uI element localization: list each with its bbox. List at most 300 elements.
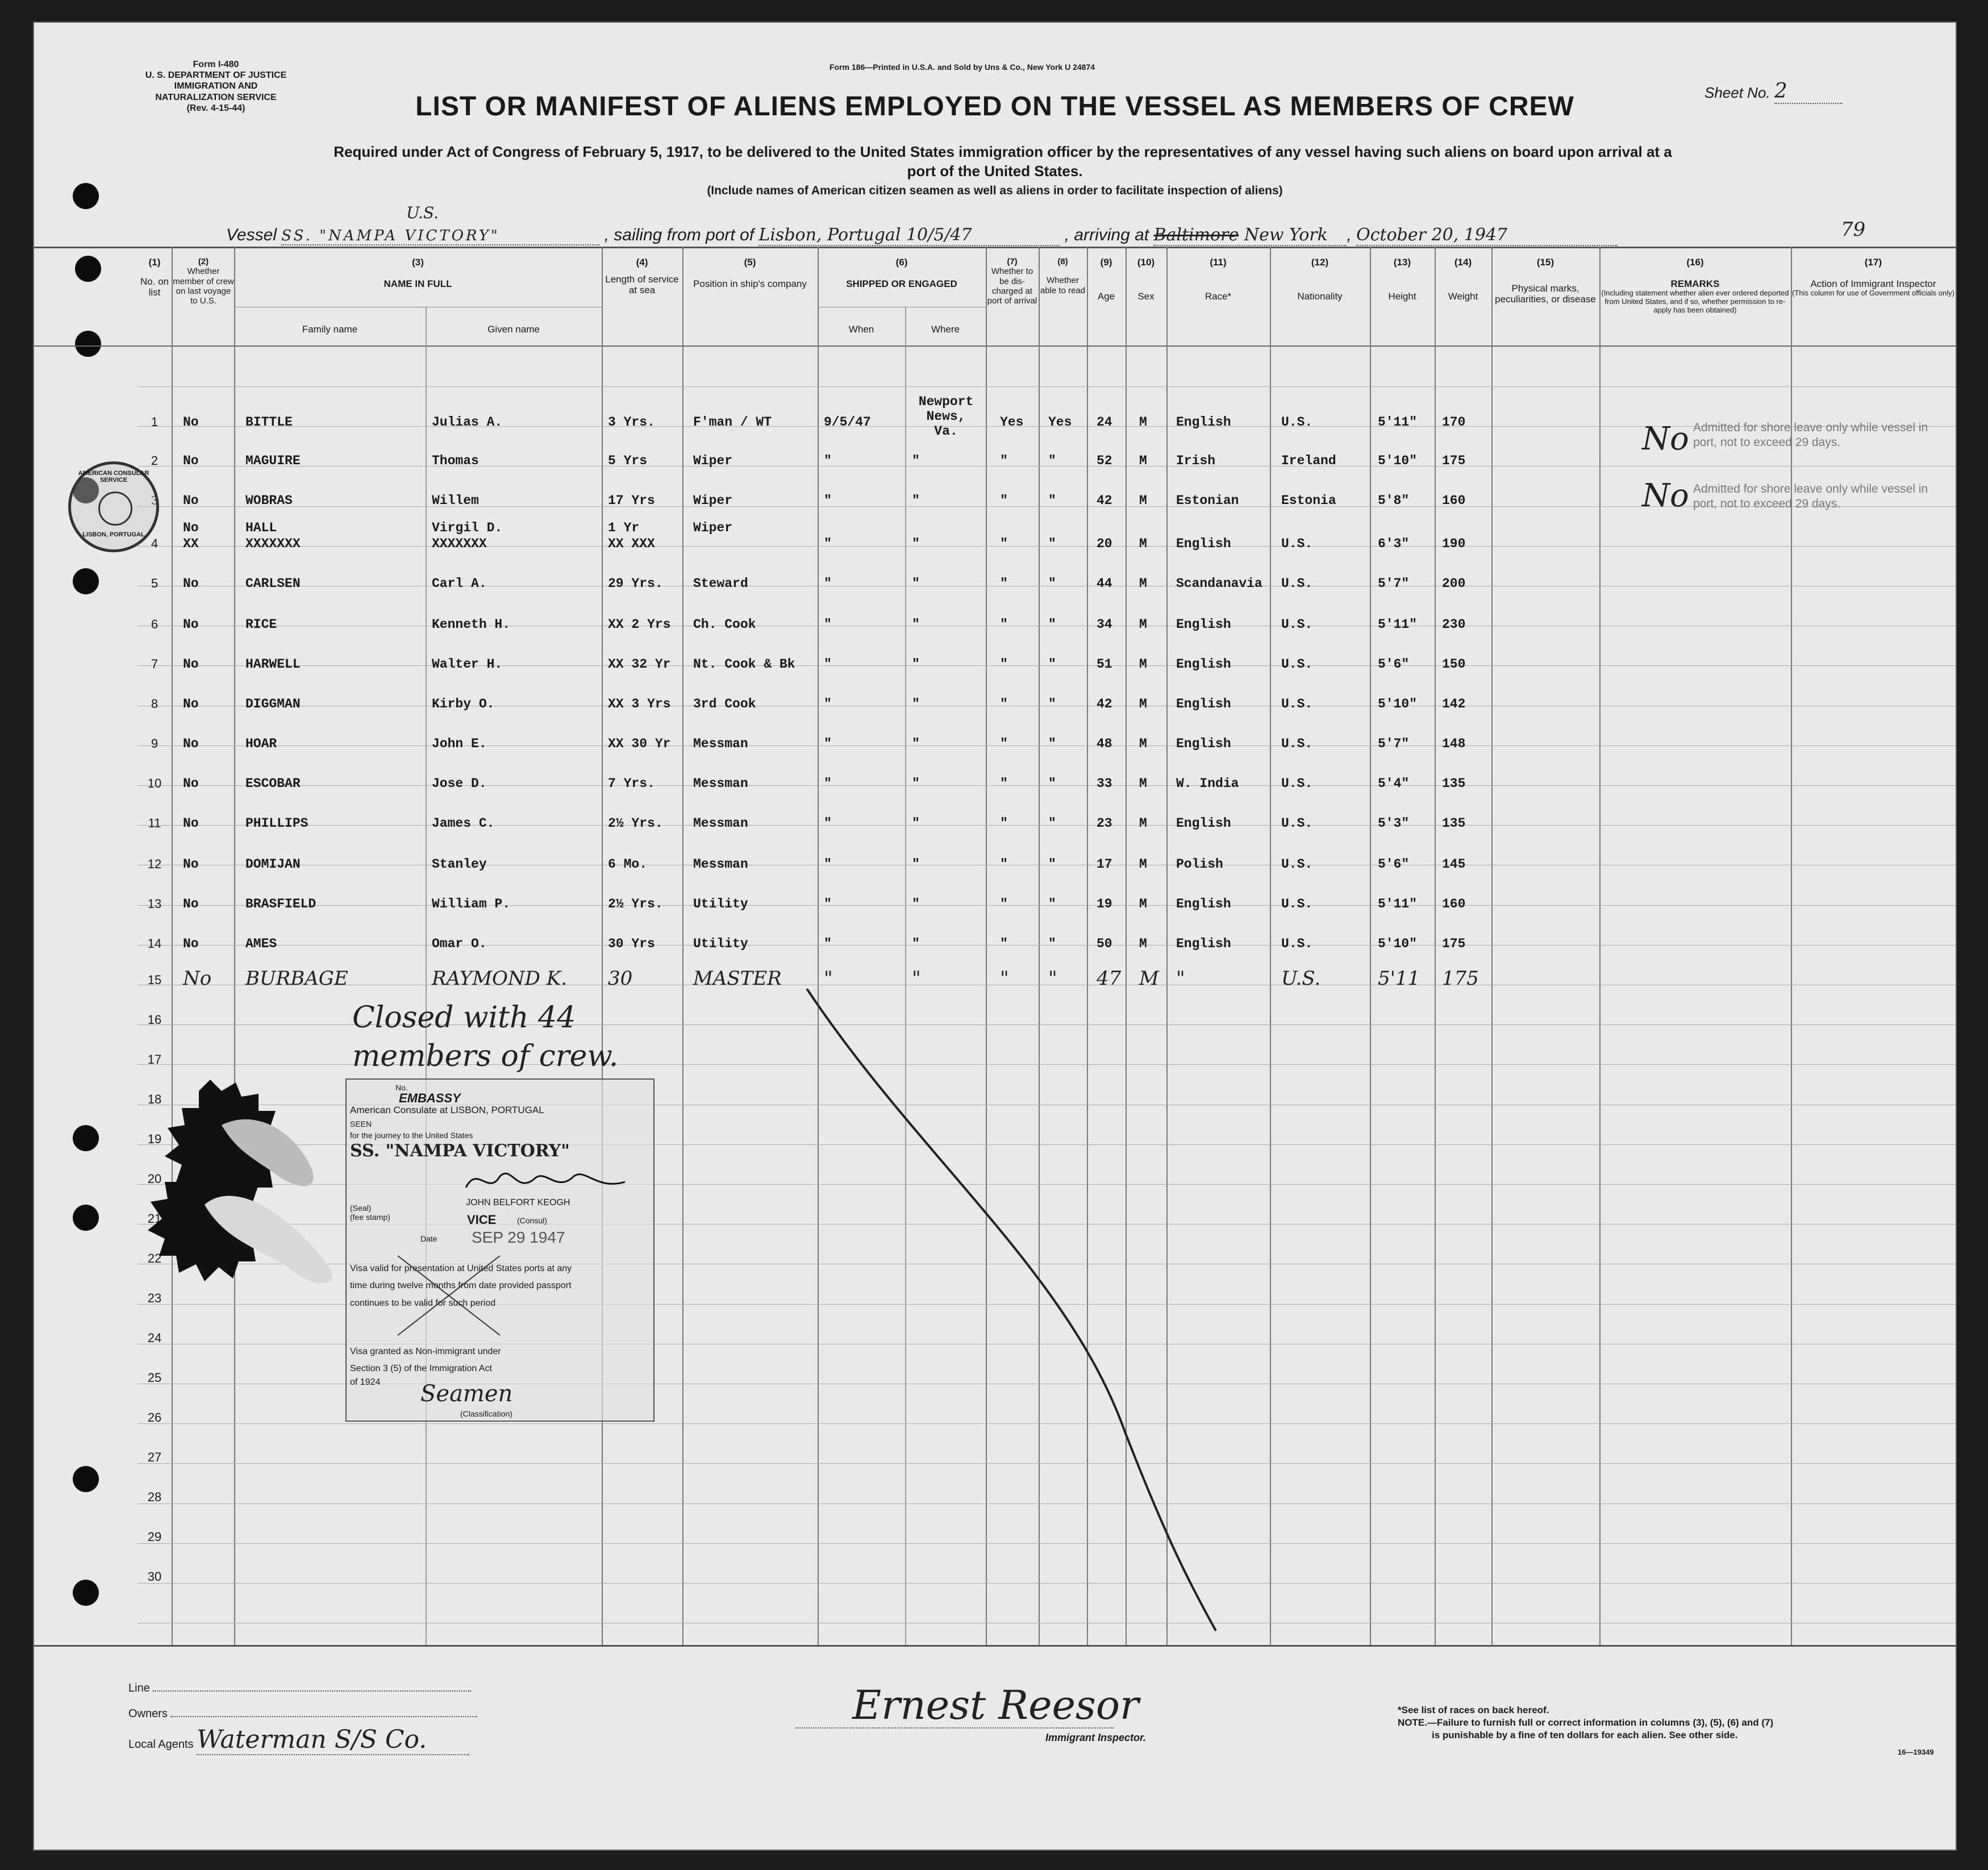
row-rule bbox=[137, 905, 1956, 906]
cell-sex: M bbox=[1139, 453, 1147, 468]
cell-where: " bbox=[912, 776, 920, 791]
owners-field bbox=[170, 1716, 477, 1717]
cell-when: " bbox=[824, 697, 832, 711]
cell-prev: No bbox=[183, 520, 199, 535]
cell-when: " bbox=[824, 576, 832, 591]
cell-nationality: Ireland bbox=[1281, 453, 1336, 468]
cell-when: " bbox=[824, 816, 832, 831]
cell-position: Messman bbox=[693, 816, 748, 831]
cell-when: " bbox=[824, 776, 832, 791]
cell-age: 48 bbox=[1097, 736, 1112, 751]
cell-race: English bbox=[1176, 536, 1231, 551]
row-number: 7 bbox=[151, 657, 159, 671]
cell-given: Omar O. bbox=[432, 936, 487, 951]
cell-sex: M bbox=[1139, 897, 1147, 911]
eagle-seal-icon bbox=[98, 492, 132, 526]
row-number: 2 bbox=[151, 453, 159, 468]
row-number: 15 bbox=[147, 973, 162, 987]
cell-prev: No bbox=[183, 576, 199, 591]
visa-journey: for the journey to the United States bbox=[350, 1131, 473, 1140]
header-rule bbox=[34, 345, 1956, 347]
visa-granted: Visa granted as Non-immigrant under bbox=[350, 1347, 501, 1356]
cell-read: Yes bbox=[1048, 415, 1072, 430]
cell-sex: M bbox=[1139, 736, 1147, 751]
family-name-header: Family name bbox=[302, 324, 358, 335]
cell-where: " bbox=[912, 536, 920, 551]
cell-weight: 200 bbox=[1442, 576, 1466, 591]
cell-family: BITTLE bbox=[245, 415, 293, 430]
cell-family: BURBAGE bbox=[245, 967, 348, 990]
arrival-port: New York bbox=[1244, 225, 1328, 245]
cell-read: " bbox=[1048, 617, 1056, 632]
cell-family: DIGGMAN bbox=[245, 697, 301, 711]
where-header: Where bbox=[931, 324, 960, 335]
cell-age: 33 bbox=[1097, 776, 1112, 791]
cell-given: Thomas bbox=[432, 453, 479, 468]
row-number: 20 bbox=[147, 1172, 162, 1186]
row-rule bbox=[137, 825, 1956, 826]
cell-sex: M bbox=[1139, 816, 1147, 831]
cell-when: " bbox=[824, 617, 832, 632]
round-stamp-bottom: LISBON, PORTUGAL bbox=[82, 531, 145, 538]
cell-read: " bbox=[1048, 936, 1056, 951]
cell-where: " bbox=[912, 857, 920, 872]
cell-nationality: U.S. bbox=[1281, 857, 1313, 872]
row-number: 18 bbox=[147, 1092, 162, 1106]
cell-prev: No bbox=[183, 697, 199, 711]
cell-age: 51 bbox=[1097, 657, 1112, 672]
sailing-label: , sailing from port of bbox=[604, 226, 755, 244]
remark-no-2: No bbox=[1642, 477, 1689, 514]
col13-header: (13) Height bbox=[1388, 257, 1416, 302]
arriving-label: , arriving at bbox=[1064, 226, 1149, 244]
cell-when: " bbox=[824, 657, 832, 672]
cell-service: XX 30 Yr bbox=[608, 736, 671, 751]
cell-prev: No bbox=[183, 967, 212, 990]
round-stamp-top: AMERICAN CONSULAR SERVICE bbox=[78, 470, 149, 484]
punch-hole bbox=[73, 1125, 99, 1151]
footer-line-label bbox=[128, 1682, 471, 1695]
cell-height: 5'11" bbox=[1378, 617, 1418, 632]
closing-note-line2: members of crew. bbox=[352, 1039, 619, 1073]
cell-race: English bbox=[1176, 617, 1231, 632]
cell-given: Virgil D. bbox=[432, 520, 503, 535]
cell-family: XXXXXXX bbox=[245, 536, 301, 551]
cell-family: PHILLIPS bbox=[245, 816, 309, 831]
department: U. S. DEPARTMENT OF JUSTICE bbox=[145, 70, 287, 81]
manifest-sheet bbox=[33, 22, 1957, 1851]
row-number: 3 bbox=[151, 493, 159, 507]
cell-prev: No bbox=[183, 415, 199, 430]
cell-service: 29 Yrs. bbox=[608, 576, 663, 591]
inspector-signature-rule bbox=[795, 1727, 1114, 1729]
cell-nationality: U.S. bbox=[1281, 536, 1313, 551]
punch-hole bbox=[73, 1580, 99, 1606]
cell-discharged: " bbox=[1000, 776, 1008, 791]
cell-race: Estonian bbox=[1176, 493, 1239, 508]
cell-sex: M bbox=[1139, 536, 1147, 551]
visa-section: Section 3 (5) of the Immigration Act bbox=[350, 1364, 492, 1373]
consul-signature bbox=[460, 1165, 631, 1199]
cell-weight: 175 bbox=[1442, 453, 1466, 468]
row-number: 5 bbox=[151, 576, 159, 590]
cell-weight: 135 bbox=[1442, 816, 1466, 831]
visa-consul-label: (Consul) bbox=[517, 1216, 547, 1225]
cell-read: " bbox=[1048, 816, 1056, 831]
cell-service: 2½ Yrs. bbox=[608, 897, 663, 911]
visa-embassy: EMBASSY bbox=[399, 1091, 461, 1105]
cell-discharged: " bbox=[1000, 657, 1008, 672]
cell-position: Messman bbox=[693, 736, 748, 751]
visa-year: of 1924 bbox=[350, 1377, 381, 1387]
row-number: 14 bbox=[147, 936, 162, 951]
row-number: 28 bbox=[147, 1490, 162, 1504]
col8-header: (8) Whether able to read bbox=[1040, 257, 1086, 295]
cell-where: Newport News, Va. bbox=[918, 394, 974, 439]
service: IMMIGRATION AND NATURALIZATION SERVICE bbox=[155, 81, 277, 102]
cell-prev: No bbox=[183, 736, 199, 751]
page-title: LIST OR MANIFEST OF ALIENS EMPLOYED ON THE VESSEL AS MEMBERS OF CREW bbox=[415, 91, 1574, 122]
form-number: Form I-480 bbox=[193, 60, 239, 69]
cell-given: RAYMOND K. bbox=[432, 967, 567, 990]
cell-age: 20 bbox=[1097, 536, 1112, 551]
port-of-sailing: Lisbon, Portugal 10/5/47 bbox=[758, 225, 1060, 246]
col5-header: (5) Position in ship's company bbox=[693, 257, 807, 289]
given-name-header: Given name bbox=[487, 324, 540, 335]
margin-number: 79 bbox=[1841, 218, 1866, 241]
row-number: 1 bbox=[151, 415, 159, 429]
cell-prev: No bbox=[183, 776, 199, 791]
col2-header: (2) Whether member of crew on last voyage to U.S. bbox=[173, 257, 234, 306]
cell-given: Walter H. bbox=[432, 657, 503, 672]
cell-discharged: " bbox=[1000, 816, 1008, 831]
cell-discharged: " bbox=[1000, 897, 1008, 911]
cell-family: ESCOBAR bbox=[245, 776, 301, 791]
row-number: 10 bbox=[147, 776, 162, 790]
row-number: 6 bbox=[151, 617, 159, 631]
shore-leave-stamp-2: Admitted for shore leave only while vessel in port, not to exceed 29 days. bbox=[1693, 482, 1928, 511]
cell-race: English bbox=[1176, 816, 1231, 831]
cell-service: 17 Yrs bbox=[608, 493, 655, 508]
cell-family: WOBRAS bbox=[245, 493, 293, 508]
cell-age: 47 bbox=[1097, 967, 1122, 990]
remark-no-1: No bbox=[1642, 420, 1689, 457]
cell-sex: M bbox=[1139, 657, 1147, 672]
cell-family: DOMIJAN bbox=[245, 857, 301, 872]
row-number: 21 bbox=[147, 1211, 162, 1226]
row-rule bbox=[137, 665, 1956, 666]
col3-header: (3) NAME IN FULL bbox=[384, 257, 452, 289]
punch-hole bbox=[75, 256, 101, 282]
row-rule bbox=[137, 785, 1956, 786]
cell-weight: 142 bbox=[1442, 697, 1466, 711]
agents-label: Local Agents bbox=[128, 1738, 194, 1751]
line-label: Line bbox=[128, 1682, 150, 1694]
col16-header: (16) REMARKS (Including statement whether alien ever ordered deported from United States, and if so, whether permission to re-apply has been obtained) bbox=[1601, 257, 1789, 314]
arrival-struck: Baltimore bbox=[1153, 225, 1239, 245]
cell-where: " bbox=[912, 617, 920, 632]
cell-discharged: Yes bbox=[1000, 415, 1024, 430]
cell-given: William P. bbox=[432, 897, 511, 911]
row-number: 25 bbox=[147, 1371, 162, 1385]
cell-service: 30 Yrs bbox=[608, 936, 655, 951]
visa-consulate: American Consulate at LISBON, PORTUGAL bbox=[350, 1105, 544, 1115]
cell-height: 5'11 bbox=[1378, 967, 1420, 990]
visa-classification: Seamen bbox=[420, 1381, 513, 1407]
cell-service: XX XXX bbox=[608, 536, 655, 551]
cell-service: XX 3 Yrs bbox=[608, 697, 671, 711]
col14-header: (14) Weight bbox=[1448, 257, 1478, 302]
cell-discharged: " bbox=[1000, 493, 1008, 508]
cell-read: " bbox=[1048, 697, 1056, 711]
cell-position: Nt. Cook & Bk bbox=[693, 657, 795, 672]
col7-header: (7) Whether to be dis-charged at port of arrival bbox=[987, 257, 1037, 306]
cell-age: 34 bbox=[1097, 617, 1112, 632]
subtitle-3: (Include names of American citizen seamen as well as aliens in order to facilitate inspection of aliens) bbox=[707, 184, 1283, 197]
visa-vessel: SS. "NAMPA VICTORY" bbox=[350, 1141, 570, 1161]
cell-family: HALL bbox=[245, 520, 277, 535]
col6-header: (6) SHIPPED OR ENGAGED bbox=[846, 257, 957, 289]
cell-position: Ch. Cook bbox=[693, 617, 756, 632]
cell-height: 6'3" bbox=[1378, 536, 1410, 551]
cell-prev: XX bbox=[183, 536, 199, 551]
cell-height: 5'3" bbox=[1378, 816, 1410, 831]
shore-leave-stamp-1: Admitted for shore leave only while vessel in port, not to exceed 29 days. bbox=[1693, 421, 1928, 449]
cell-when: " bbox=[824, 493, 832, 508]
cell-family: MAGUIRE bbox=[245, 453, 301, 468]
cell-read: " bbox=[1048, 776, 1056, 791]
cell-position: Wiper bbox=[693, 520, 733, 535]
cell-height: 5'10" bbox=[1378, 936, 1418, 951]
cell-service: 5 Yrs bbox=[608, 453, 648, 468]
cell-position: Steward bbox=[693, 576, 748, 591]
cell-position: Messman bbox=[693, 857, 748, 872]
cell-height: 5'10" bbox=[1378, 453, 1418, 468]
row-number: 19 bbox=[147, 1132, 162, 1146]
sheet-label: Sheet No. bbox=[1704, 84, 1770, 101]
visa-classification-label: (Classification) bbox=[460, 1409, 512, 1418]
row-number: 26 bbox=[147, 1410, 162, 1425]
cell-nationality: U.S. bbox=[1281, 967, 1321, 990]
cell-sex: M bbox=[1139, 415, 1147, 430]
row-number: 29 bbox=[147, 1530, 162, 1544]
row-number: 17 bbox=[147, 1052, 162, 1067]
cell-given: Carl A. bbox=[432, 576, 487, 591]
cell-read: " bbox=[1048, 576, 1056, 591]
cell-height: 5'4" bbox=[1378, 776, 1410, 791]
cell-sex: M bbox=[1139, 576, 1147, 591]
cell-age: 42 bbox=[1097, 493, 1112, 508]
vessel-line: Vessel SS. "NAMPA VICTORY" , sailing from port of Lisbon, Portugal 10/5/47 , arriving at Baltimore New York , October 20, 1947 bbox=[226, 225, 1931, 253]
revision: (Rev. 4-15-44) bbox=[186, 103, 245, 113]
cell-weight: 160 bbox=[1442, 493, 1466, 508]
cell-where: " bbox=[912, 897, 920, 911]
cell-where: " bbox=[912, 816, 920, 831]
visa-seen: SEEN bbox=[350, 1119, 372, 1128]
row-number: 23 bbox=[147, 1291, 162, 1305]
cell-nationality: U.S. bbox=[1281, 776, 1313, 791]
cell-weight: 170 bbox=[1442, 415, 1466, 430]
vessel-prefix: SS. bbox=[281, 227, 312, 244]
visa-title: VICE bbox=[467, 1213, 497, 1227]
cell-where: " bbox=[912, 453, 920, 468]
cell-service: 3 Yrs. bbox=[608, 415, 655, 430]
cell-when: " bbox=[824, 857, 832, 872]
vessel-label: Vessel bbox=[226, 226, 277, 244]
cell-prev: No bbox=[183, 617, 199, 632]
cell-prev: No bbox=[183, 857, 199, 872]
cell-service: 6 Mo. bbox=[608, 857, 648, 872]
row-number: 24 bbox=[147, 1331, 162, 1345]
cell-when: 9/5/47 bbox=[824, 415, 871, 430]
cell-discharged: " bbox=[1000, 697, 1008, 711]
row-rule bbox=[137, 466, 1956, 467]
cell-nationality: U.S. bbox=[1281, 657, 1313, 672]
cell-discharged: " bbox=[1000, 536, 1008, 551]
cell-nationality: U.S. bbox=[1281, 816, 1313, 831]
cell-given: Willem bbox=[432, 493, 479, 508]
visa-validity: Visa valid for presentation at United States ports at any time during twelve months from date provided passport continues to be valid for such period bbox=[350, 1264, 572, 1308]
cell-read: " bbox=[1048, 657, 1056, 672]
line-field bbox=[153, 1690, 471, 1692]
cell-given: Julias A. bbox=[432, 415, 503, 430]
cell-given: Kirby O. bbox=[432, 697, 495, 711]
visa-fee-label: (fee stamp) bbox=[350, 1213, 390, 1222]
cell-given: XXXXXXX bbox=[432, 536, 487, 551]
cell-where: " bbox=[912, 697, 920, 711]
cell-when: " bbox=[824, 936, 832, 951]
col4-header: (4) Length of service at sea bbox=[605, 257, 679, 296]
race-note: *See list of races on back hereof. bbox=[1398, 1705, 1549, 1715]
cell-prev: No bbox=[183, 936, 199, 951]
cell-prev: No bbox=[183, 816, 199, 831]
col10-header: (10) Sex bbox=[1137, 257, 1155, 302]
cell-nationality: U.S. bbox=[1281, 936, 1313, 951]
cell-sex: M bbox=[1139, 936, 1147, 951]
row-number: 13 bbox=[147, 897, 162, 911]
cell-race: English bbox=[1176, 415, 1231, 430]
visa-seal-label: (Seal) bbox=[350, 1203, 372, 1213]
col17-header: (17) Action of Immigrant Inspector (This column for use of Government officials only) bbox=[1792, 257, 1954, 298]
cell-height: 5'7" bbox=[1378, 736, 1410, 751]
cell-position: Utility bbox=[693, 897, 748, 911]
cell-race: English bbox=[1176, 936, 1231, 951]
visa-officer: JOHN BELFORT KEOGH bbox=[466, 1198, 570, 1207]
cell-height: 5'7" bbox=[1378, 576, 1410, 591]
row-rule bbox=[137, 745, 1956, 746]
col12-header: (12) Nationality bbox=[1297, 257, 1343, 302]
cell-given: Jose D. bbox=[432, 776, 487, 791]
cell-when: " bbox=[824, 736, 832, 751]
cell-age: 17 bbox=[1097, 857, 1112, 872]
cell-family: RICE bbox=[245, 617, 277, 632]
visa-date-label: Date bbox=[420, 1234, 437, 1243]
cell-where: " bbox=[912, 967, 921, 990]
row-number: 22 bbox=[147, 1251, 162, 1265]
cell-discharged: " bbox=[1000, 617, 1008, 632]
cell-position: 3rd Cook bbox=[693, 697, 756, 711]
cell-weight: 190 bbox=[1442, 536, 1466, 551]
cell-where: " bbox=[912, 493, 920, 508]
cell-age: 52 bbox=[1097, 453, 1112, 468]
cell-discharged: " bbox=[1000, 967, 1009, 990]
cell-age: 44 bbox=[1097, 576, 1112, 591]
row-number: 16 bbox=[147, 1013, 162, 1027]
cell-race: English bbox=[1176, 897, 1231, 911]
cell-read: " bbox=[1048, 493, 1056, 508]
cell-given: James C. bbox=[432, 816, 495, 831]
cell-family: AMES bbox=[245, 936, 277, 951]
closing-note bbox=[352, 999, 618, 1076]
when-header: When bbox=[848, 324, 874, 335]
cell-family: HARWELL bbox=[245, 657, 301, 672]
cell-read: " bbox=[1048, 857, 1056, 872]
closing-note-line1: Closed with 44 bbox=[352, 1001, 576, 1035]
cell-height: 5'11" bbox=[1378, 897, 1418, 911]
cell-discharged: " bbox=[1000, 576, 1008, 591]
cell-read: " bbox=[1048, 536, 1056, 551]
arrival-field bbox=[1153, 225, 1347, 246]
cell-discharged: " bbox=[1000, 453, 1008, 468]
cell-prev: No bbox=[183, 897, 199, 911]
table-top-rule bbox=[34, 247, 1956, 248]
cell-sex: M bbox=[1139, 493, 1147, 508]
row-number: 8 bbox=[151, 697, 159, 711]
owners-label: Owners bbox=[128, 1707, 168, 1720]
cell-age: 50 bbox=[1097, 936, 1112, 951]
cell-sex: M bbox=[1139, 776, 1147, 791]
col11-header: (11) Race* bbox=[1205, 257, 1232, 302]
cell-position: Wiper bbox=[693, 453, 733, 468]
cell-family: CARLSEN bbox=[245, 576, 301, 591]
subtitle-1: Required under Act of Congress of February 5, 1917, to be delivered to the United States immigration officer by the representatives of any vessel having such aliens on board upon arrival at a bbox=[334, 143, 1672, 160]
arrival-date: October 20, 1947 bbox=[1356, 225, 1618, 246]
punch-hole bbox=[73, 1205, 99, 1231]
cell-weight: 230 bbox=[1442, 617, 1466, 632]
agents-value: Waterman S/S Co. bbox=[197, 1725, 469, 1755]
cell-sex: M bbox=[1139, 967, 1159, 990]
punch-hole bbox=[73, 1466, 99, 1492]
cell-age: 42 bbox=[1097, 697, 1112, 711]
cell-when: " bbox=[824, 897, 832, 911]
cell-where: " bbox=[912, 576, 920, 591]
cell-given: Stanley bbox=[432, 857, 487, 872]
row-number: 4 bbox=[151, 536, 159, 551]
cell-where: " bbox=[912, 657, 920, 672]
visa-no-label: No. bbox=[395, 1083, 408, 1092]
cell-when: " bbox=[824, 453, 832, 468]
cell-weight: 148 bbox=[1442, 736, 1466, 751]
cell-weight: 175 bbox=[1442, 936, 1466, 951]
cell-weight: 135 bbox=[1442, 776, 1466, 791]
cell-nationality: U.S. bbox=[1281, 617, 1313, 632]
vessel-name-field bbox=[281, 227, 599, 245]
cell-nationality: U.S. bbox=[1281, 415, 1313, 430]
cell-weight: 160 bbox=[1442, 897, 1466, 911]
cell-discharged: " bbox=[1000, 936, 1008, 951]
col1-header: (1) No. on list bbox=[140, 257, 169, 298]
sheet-number: 2 bbox=[1774, 80, 1843, 104]
cell-when: " bbox=[824, 967, 833, 990]
footer-note-1: NOTE.—Failure to furnish full or correct information in columns (3), (5), (6) and (7) bbox=[1398, 1717, 1774, 1728]
cell-age: 24 bbox=[1097, 415, 1112, 430]
cell-height: 5'11" bbox=[1378, 415, 1418, 430]
row-number: 30 bbox=[147, 1569, 162, 1584]
cell-height: 5'8" bbox=[1378, 493, 1410, 508]
cell-position: Utility bbox=[693, 936, 748, 951]
punch-hole bbox=[75, 331, 101, 357]
cell-read: " bbox=[1048, 967, 1057, 990]
